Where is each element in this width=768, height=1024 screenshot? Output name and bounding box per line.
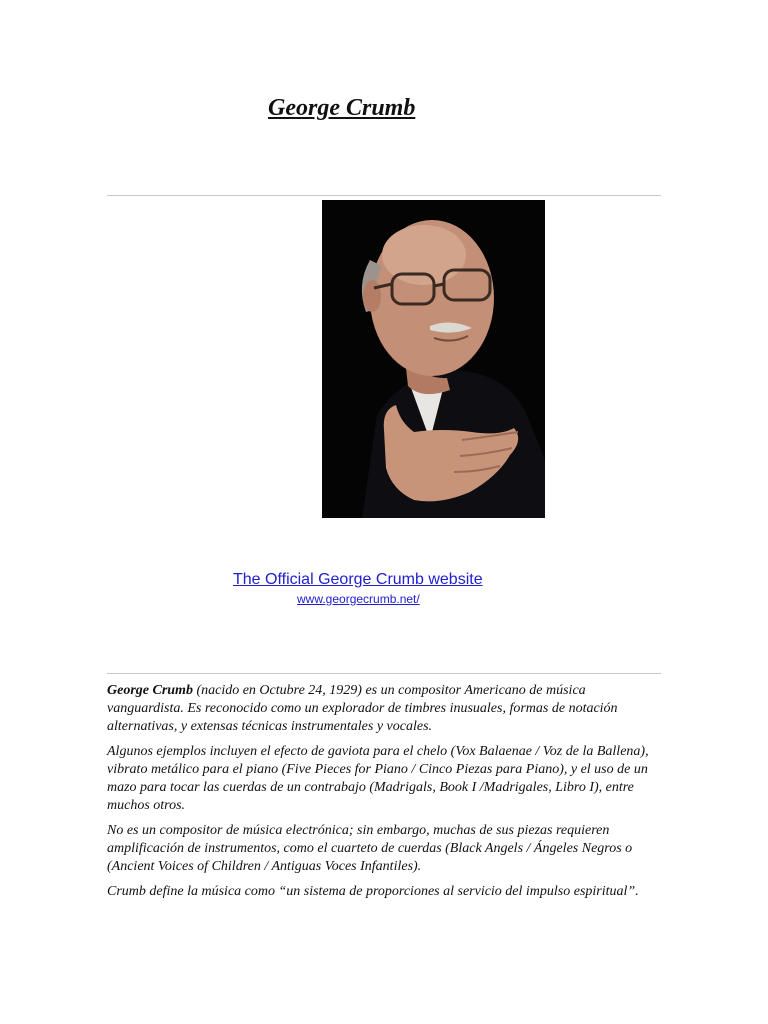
paragraph-2: Algunos ejemplos incluyen el efecto de gaviota para el chelo (Vox Balaenae / Voz de la Ballena), vibrato metálico para el piano (Five Pieces for Piano / Cinco Piezas para Piano), y el uso de un mazo para tocar las cuerdas de un contrabajo (Madrigals, Book I /Madrigales, Libro I), entre muchos otros. [107, 744, 649, 813]
website-url-link[interactable]: www.georgecrumb.net/ [297, 592, 420, 606]
paragraph-4: Crumb define la música como “un sistema de proporciones al servicio del impulso espiritual”. [107, 884, 639, 899]
paragraph-3: No es un compositor de música electrónica; sin embargo, muchas de sus piezas requieren amplificación de instrumentos, como el cuarteto de cuerdas (Black Angels / Ángeles Negros o (Ancient Voices of Children / Antiguas Voces Infantiles). [107, 823, 633, 874]
paragraph-1 [107, 682, 661, 736]
page-title: George Crumb [268, 95, 416, 121]
portrait-photo [322, 200, 545, 518]
portrait-illustration [322, 200, 545, 518]
divider-middle [107, 673, 661, 674]
biography-text [107, 682, 661, 908]
divider-top [107, 195, 661, 196]
paragraph-1-text: (nacido en Octubre 24, 1929) es un compositor Americano de música vanguardista. Es reconocido como un explorador de timbres inusuales, formas de notación alternativas, y extensas técnicas instrumentales y vocales. [107, 683, 618, 734]
official-website-link[interactable]: The Official George Crumb website [233, 571, 483, 588]
composer-name: George Crumb [107, 683, 193, 698]
